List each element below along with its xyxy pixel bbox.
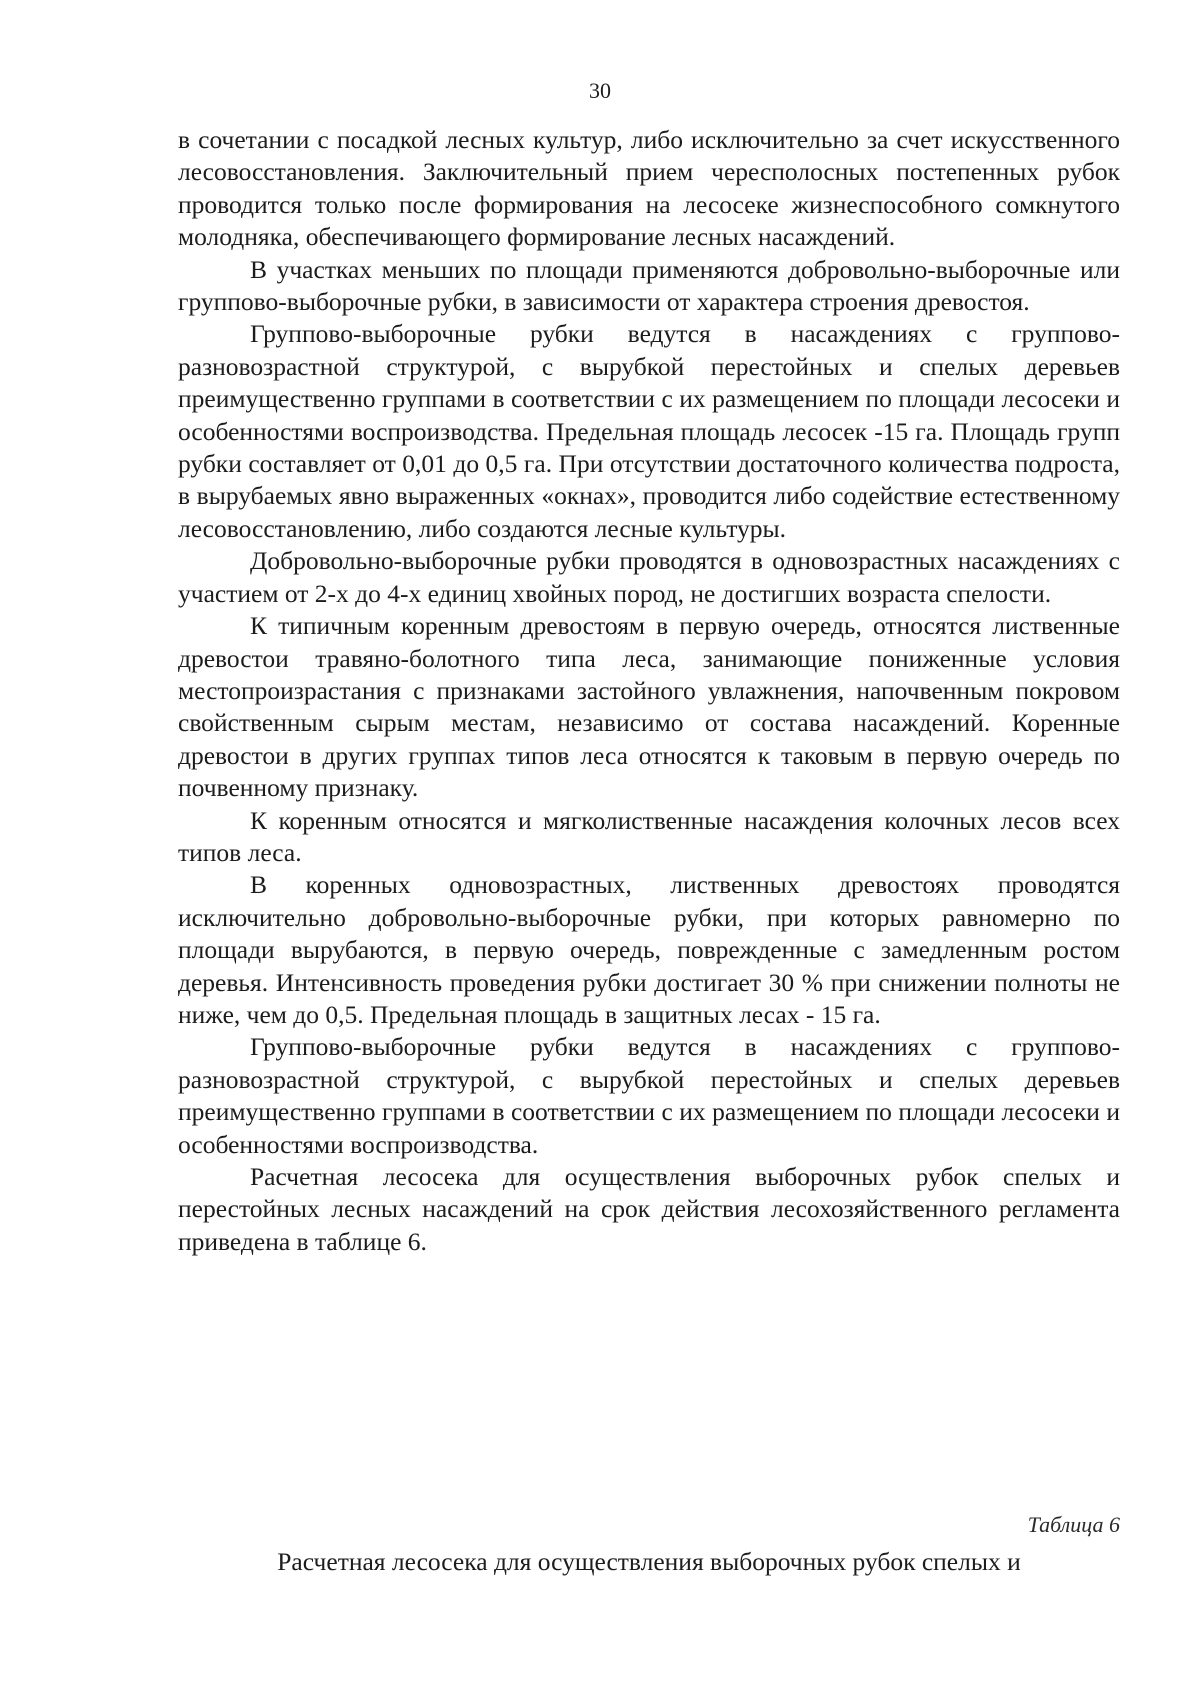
paragraph-small-areas: В участках меньших по площади применяются добровольно-выборочные или группово-выборочные рубки, в зависимости от характера строения древостоя. [178,254,1120,317]
paragraph-continuation: в сочетании с посадкой лесных культур, либо исключительно за счет искусственного лесовосстановления. Заключительный прием чересполосных постепенных рубок проводится только после формирования на лесосеке жизнеспособного сомкнутого молодняка, обеспечивающего формирование лесных насаждений. [178,125,1120,252]
paragraph-typical-stands: К типичным коренным древостоям в первую очередь, относятся лиственные древостои травяно-болотного типа леса, занимающие пониженные условия местопроизрастания с признаками застойного увлажнения, напочвенным покровом свойственным сырым местам, независимо от состава насаждений. Коренные древостои в других группах типов леса относятся к таковым в первую очередь по почвенному признаку. [178,611,1120,803]
paragraph-group-selective-repeat: Группово-выборочные рубки ведутся в насаждениях с группово-разновозрастной структурой, с вырубкой перестойных и спелых деревьев преимущественно группами в соответствии с их размещением по площади лесосеки и особенностями воспроизводства. [178,1032,1120,1159]
document-body [178,124,1120,1258]
paragraph-soft-leaved: К коренным относятся и мягколиственные насаждения колочных лесов всех типов леса. [178,805,1120,867]
paragraph-table-reference: Расчетная лесосека для осуществления выборочных рубок спелых и перестойных лесных насаждений на срок действия лесохозяйственного регламента приведена в таблице 6. [178,1162,1120,1256]
table-caption: Таблица 6 [1027,1512,1120,1537]
table-title: Расчетная лесосека для осуществления выборочных рубок спелых и [277,1547,1021,1576]
paragraph-voluntary-selective: Добровольно-выборочные рубки проводятся в одновозрастных насаждениях с участием от 2-х до 4-х единиц хвойных пород, не достигших возраста спелости. [178,546,1120,608]
paragraph-even-aged: В коренных одновозрастных, лиственных древостоях проводятся исключительно добровольно-выборочные рубки, при которых равномерно по площади вырубаются, в первую очередь, поврежденные с замедленным ростом деревья. Интенсивность проведения рубки достигает 30 % при снижении полноты не ниже, чем до 0,5. Предельная площадь в защитных лесах - 15 га. [178,870,1120,1029]
paragraph-group-selective: Группово-выборочные рубки ведутся в насаждениях с группово-разновозрастной структурой, с вырубкой перестойных и спелых деревьев преимущественно группами в соответствии с их размещением по площади лесосеки и особенностями воспроизводства. Предельная площадь лесосек -15 га. Площадь групп рубки составляет от 0,01 до 0,5 га. При отсутствии достаточного количества подроста, в вырубаемых явно выраженных «окнах», проводится либо содействие естественному лесовосстановлению, либо создаются лесные культуры. [178,319,1120,543]
page-number: 30 [589,78,611,103]
